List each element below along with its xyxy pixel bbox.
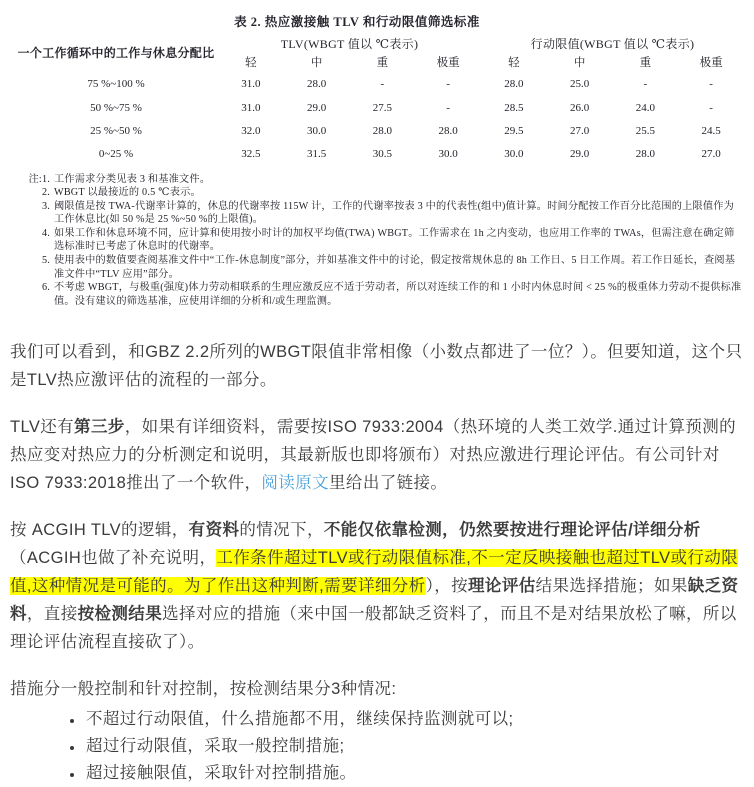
note-item — [18, 200, 742, 227]
paragraph-text: 按 ACGIH TLV的逻辑， — [10, 521, 189, 540]
col-header: 轻 — [508, 57, 520, 69]
list-item: • 超过接触限值，采取针对控制措施。 — [84, 761, 748, 786]
paragraph-text: ），按 — [425, 577, 469, 596]
cell: 31.0 — [241, 78, 261, 91]
note-item — [18, 254, 742, 281]
cell: - — [709, 78, 713, 91]
cell: 29.0 — [570, 148, 590, 161]
paragraph-acgih-logic — [10, 516, 748, 656]
cell: 30.0 — [307, 124, 327, 137]
paragraph-text: 里给出了链接。 — [329, 474, 448, 493]
paragraph-measures-intro — [10, 675, 748, 703]
cell: 28.5 — [504, 101, 524, 114]
note-number: 4. — [41, 227, 50, 239]
cell: 28.0 — [438, 124, 458, 137]
cell: - — [380, 78, 385, 91]
note-item — [18, 227, 742, 254]
wbgt-screening-table — [14, 34, 744, 167]
cell: 31.0 — [241, 101, 261, 114]
note-item — [18, 186, 742, 200]
paragraph-text: ，如果有详细资料，需要按ISO 7933:2004（热环境的人类工效学.通过计算预测的热应变对热应力的分析测定和说明，其最新版也即将颁布）对热应激进行理论评估。有公司针对ISO 7933:2018推出了一个软件， — [10, 418, 737, 493]
table-row — [14, 143, 744, 166]
cell: 27.5 — [372, 101, 392, 114]
bold-text: 缺乏资料 — [10, 577, 739, 624]
row-label: 25 %~50 % — [90, 124, 142, 137]
cell: - — [643, 78, 648, 91]
col-header: 中 — [573, 57, 586, 69]
article-body — [10, 338, 748, 786]
paragraph-step3 — [10, 413, 748, 497]
cell: 29.5 — [504, 124, 524, 137]
note-item — [18, 281, 742, 308]
row-label: 50 %~75 % — [90, 101, 142, 114]
paragraph-text: ，直接 — [26, 605, 78, 624]
cell: 32.0 — [241, 124, 261, 137]
note-number: 6. — [41, 282, 50, 294]
cell: 26.0 — [570, 101, 590, 114]
note-text: 如果工作和休息环境不同，应计算和使用按小时计的加权平均值(TWA) WBGT。工作需求在 1h 之内变动，也应用工作率的 TWAs，但需注意在确定筛选标准时已考虑了休息时的代谢率。 — [54, 227, 735, 253]
wbgt-table-section — [10, 12, 744, 308]
note-number: 2. — [41, 187, 50, 199]
cell: 31.5 — [307, 148, 327, 161]
measures-list — [10, 707, 748, 786]
note-text: 阈限值是按 TWA-代谢率计算的，休息的代谢率按 115W 计，工作的代谢率按表 3 中的代表性(组中)值计算。时间分配按工作百分比范围的上限值作为工作休息比(如 50 %是 25 %~50 %的上限值)。 — [54, 200, 735, 226]
cell: 24.0 — [635, 101, 655, 114]
col-header: 重 — [376, 57, 389, 69]
col-header: 极重 — [699, 57, 723, 69]
cell: - — [446, 78, 450, 91]
col-header: 极重 — [436, 57, 460, 69]
cell: 28.0 — [635, 148, 655, 161]
cell: 24.5 — [701, 124, 721, 137]
action-limit-group-header: 行动限值(WBGT 值以 ℃表示) — [530, 37, 695, 51]
note-text: 工作需求分类见表 3 和基准文件。 — [54, 173, 211, 185]
paragraph-text: 措施分一般控制和针对控制，按检测结果分3种情况: — [10, 680, 397, 699]
cell: 32.5 — [241, 148, 261, 161]
note-text: 使用表中的数值要查阅基准文件中“工作-休息制度”部分，并如基准文件中的讨论，假定按常规休息的 8h 工作日、5 日工作周。若工作日延长，查阅基准文件中“TLV 应用”部分。 — [54, 255, 736, 280]
col-header: 中 — [310, 57, 323, 69]
col-header: 轻 — [245, 57, 257, 69]
note-text: 不考虑 WBGT，与极重(强度)体力劳动相联系的生理应激反应不适于劳动者，所以对连续工作的和 1 小时内休息时间 < 25 %的极重体力劳动不提供标准值。没有建议的筛选基准，应使用详细的分析和/或生理监测。 — [54, 282, 742, 307]
table-title: 表 2. 热应激接触 TLV 和行动限值筛选标准 — [234, 15, 480, 29]
table-notes — [18, 173, 742, 309]
cell: 27.0 — [570, 124, 590, 137]
row-header-cell: 一个工作循环中的工作与休息分配比 — [17, 46, 215, 60]
note-number: 5. — [41, 255, 50, 267]
cell: 28.0 — [307, 78, 327, 91]
note-item — [18, 173, 742, 187]
cell: 27.0 — [701, 148, 721, 161]
cell: 29.0 — [307, 101, 327, 114]
bold-text: 按检测结果 — [77, 605, 163, 624]
note-number: 注:1. — [28, 173, 50, 185]
bold-text: 第三步 — [74, 418, 125, 437]
cell: 30.0 — [438, 148, 458, 161]
list-item: • 不超过行动限值，什么措施都不用，继续保持监测就可以; — [84, 707, 748, 732]
bold-text: 有资料 — [188, 521, 240, 540]
paragraph-text: （ACGIH也做了补充说明， — [10, 549, 217, 568]
note-number: 3. — [41, 200, 50, 212]
bold-text: 不能仅依靠检测，仍然要按进行理论评估/详细分析 — [323, 521, 701, 540]
table-row — [14, 96, 744, 119]
col-header: 重 — [639, 57, 652, 69]
paragraph-text: 我们可以看到，和GBZ 2.2所列的WBGT限值非常相像（小数点都进了一位？）。但要知道，这个只是TLV热应激评估的流程的一部分。 — [10, 343, 743, 390]
cell: - — [446, 101, 450, 114]
cell: 25.5 — [635, 124, 655, 137]
row-label: 75 %~100 % — [87, 78, 145, 91]
cell: 25.0 — [570, 78, 590, 91]
cell: 28.0 — [504, 78, 524, 91]
tlv-group-header: TLV(WBGT 值以 ℃表示) — [280, 37, 419, 51]
cell: 30.0 — [504, 148, 524, 161]
paragraph-text: 选择对应的措施（来中国一般都缺乏资料了，而且不是对结果放松了嘛，所以理论评估流程直接砍了）。 — [10, 605, 737, 652]
list-item: • 超过行动限值，采取一般控制措施; — [84, 734, 748, 759]
row-label: 0~25 % — [98, 148, 134, 161]
table-row — [14, 120, 744, 143]
read-original-link[interactable]: 阅读原文 — [261, 474, 330, 493]
bold-text: 理论评估 — [468, 577, 536, 596]
cell: 28.0 — [372, 124, 392, 137]
paragraph-text: 的情况下， — [239, 521, 324, 540]
paragraph-text: 结果选择措施；如果 — [535, 577, 688, 596]
table-row — [14, 73, 744, 96]
highlighted-text: 工作条件超过TLV或行动限值标准,不一定反映接触也超过TLV或行动限值,这种情况是可能的。为了作出这种判断,需要详细分析 — [10, 549, 739, 596]
note-text: WBGT 以最接近的 0.5 ℃表示。 — [54, 187, 201, 199]
paragraph-text: TLV还有 — [10, 418, 75, 437]
cell: - — [709, 101, 713, 114]
cell: 30.5 — [372, 148, 392, 161]
paragraph-intro — [10, 338, 748, 394]
